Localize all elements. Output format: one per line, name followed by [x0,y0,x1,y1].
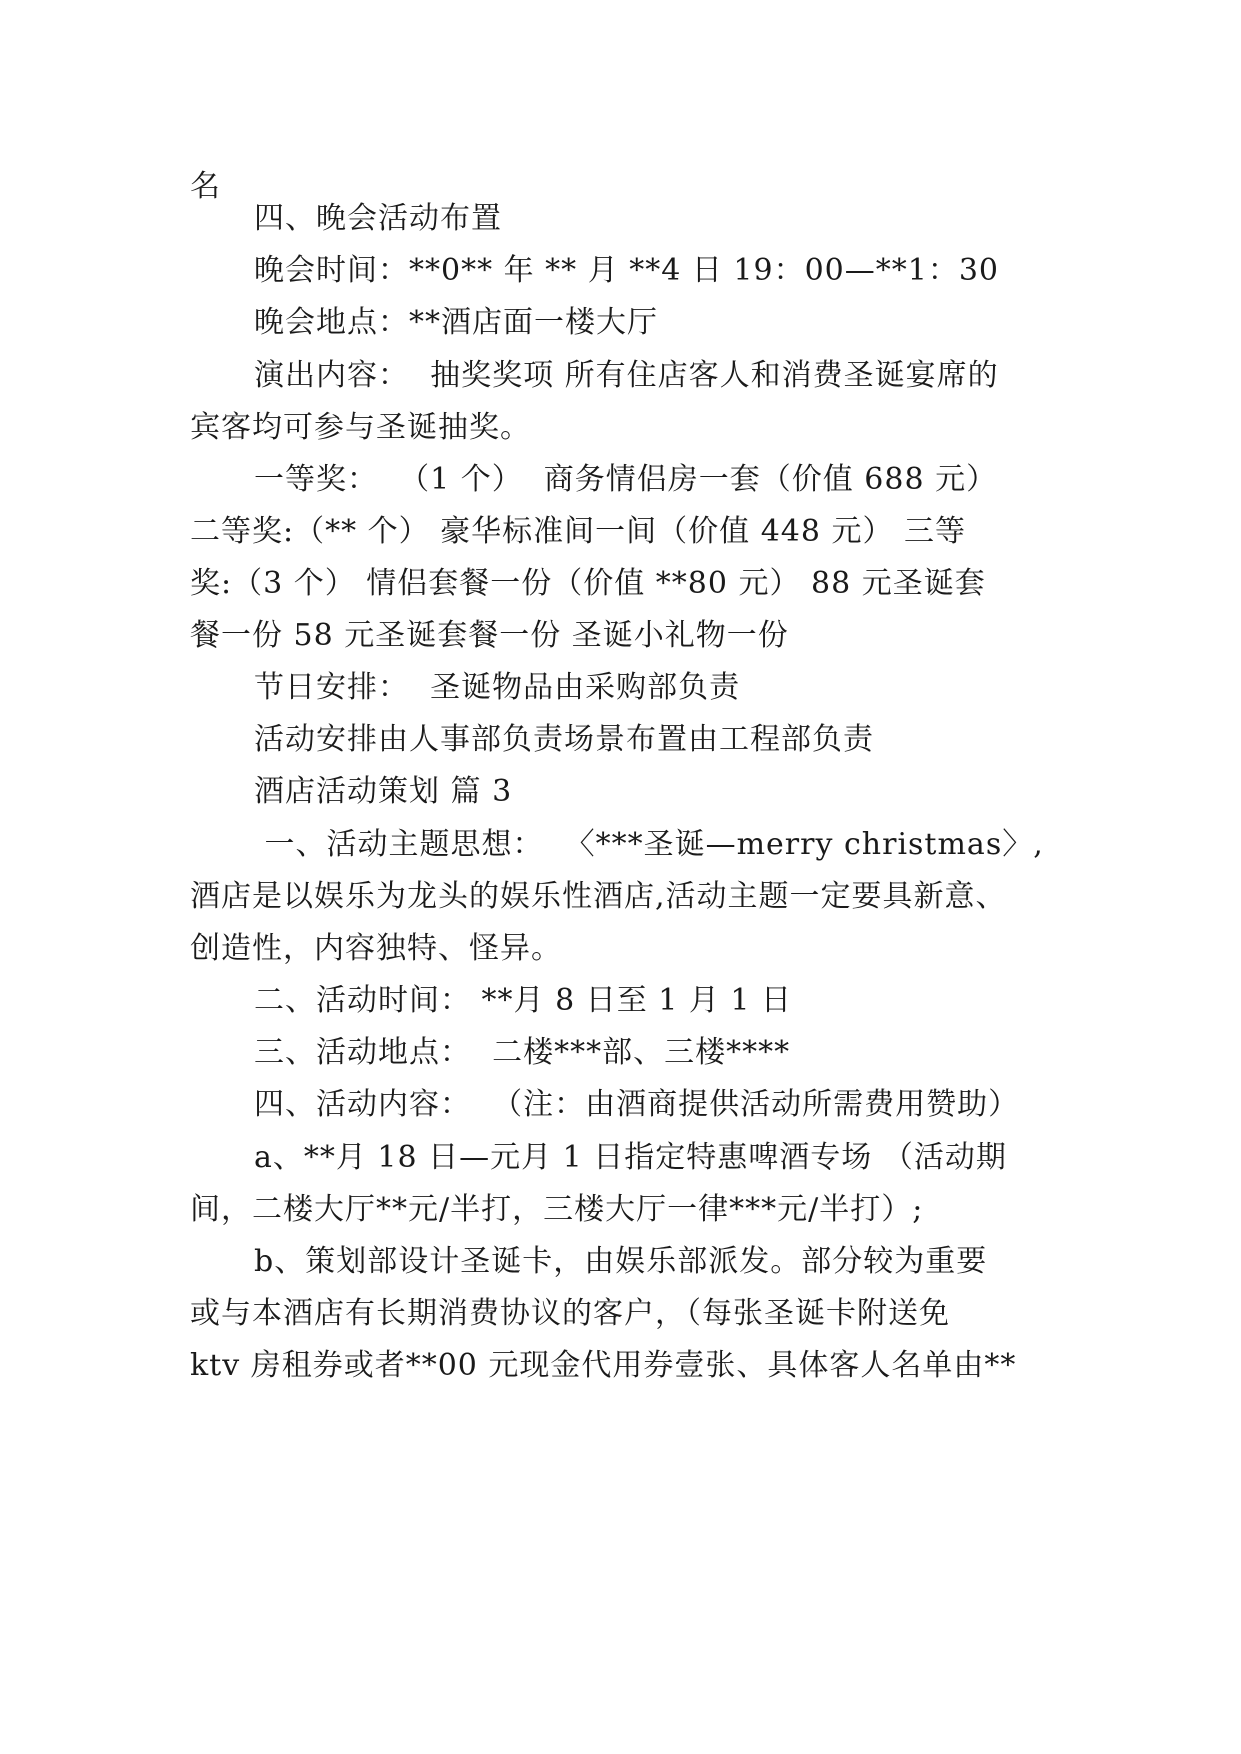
text-line-item-b: b、策划部设计圣诞卡，由娱乐部派发。部分较为重要 [254,1244,988,1279]
text-line-performance-cont: 宾客均可参与圣诞抽奖。 [190,410,531,445]
text-line-third-prize: 奖:（3 个） 情侣套餐一份（价值 **80 元） 88 元圣诞套 [190,566,986,601]
text-line-theme: 一、活动主题思想： 〈***圣诞—merry christmas〉, [254,827,1044,862]
text-line-item-b-cont-2: ktv 房租券或者**00 元现金代用券壹张、具体客人名单由** [190,1348,1017,1383]
text-line-item-a-cont: 间，二楼大厅**元/半打，三楼大厅一律***元/半打）; [190,1192,924,1227]
text-line-theme-cont-1: 酒店是以娱乐为龙头的娱乐性酒店,活动主题一定要具新意、 [190,879,1007,914]
text-line-party-venue: 晚会地点：**酒店面一楼大厅 [254,305,658,340]
text-line-activity-time: 二、活动时间： **月 8 日至 1 月 1 日 [254,983,793,1018]
text-line-party-time: 晚会时间：**0** 年 ** 月 **4 日 19：00—**1：30 [254,253,999,288]
text-line-activity-arrangement: 活动安排由人事部负责场景布置由工程部负责 [254,722,874,757]
section-heading-party-layout: 四、晚会活动布置 [254,201,502,236]
text-line-holiday-arrangement: 节日安排： 圣诞物品由采购部负责 [254,670,741,705]
text-line-performance: 演出内容： 抽奖奖项 所有住店客人和消费圣诞宴席的 [254,358,999,393]
text-line-1: 名 [190,169,221,204]
text-line-theme-cont-2: 创造性，内容独特、怪异。 [190,931,562,966]
text-line-item-a: a、**月 18 日—元月 1 日指定特惠啤酒专场 （活动期 [254,1140,1007,1175]
text-line-item-b-cont-1: 或与本酒店有长期消费协议的客户，（每张圣诞卡附送免 [190,1296,950,1331]
text-line-activity-venue: 三、活动地点： 二楼***部、三楼**** [254,1035,791,1070]
text-line-other-prizes: 餐一份 58 元圣诞套餐一份 圣诞小礼物一份 [190,618,789,653]
text-line-first-prize: 一等奖： （1 个） 商务情侣房一套（价值 688 元） [254,462,998,497]
section-heading-part-3: 酒店活动策划 篇 3 [254,774,513,809]
text-line-second-prize: 二等奖:（** 个） 豪华标准间一间（价值 448 元） 三等 [190,514,967,549]
text-line-activity-content: 四、活动内容： （注：由酒商提供活动所需费用赞助） [254,1087,1020,1122]
